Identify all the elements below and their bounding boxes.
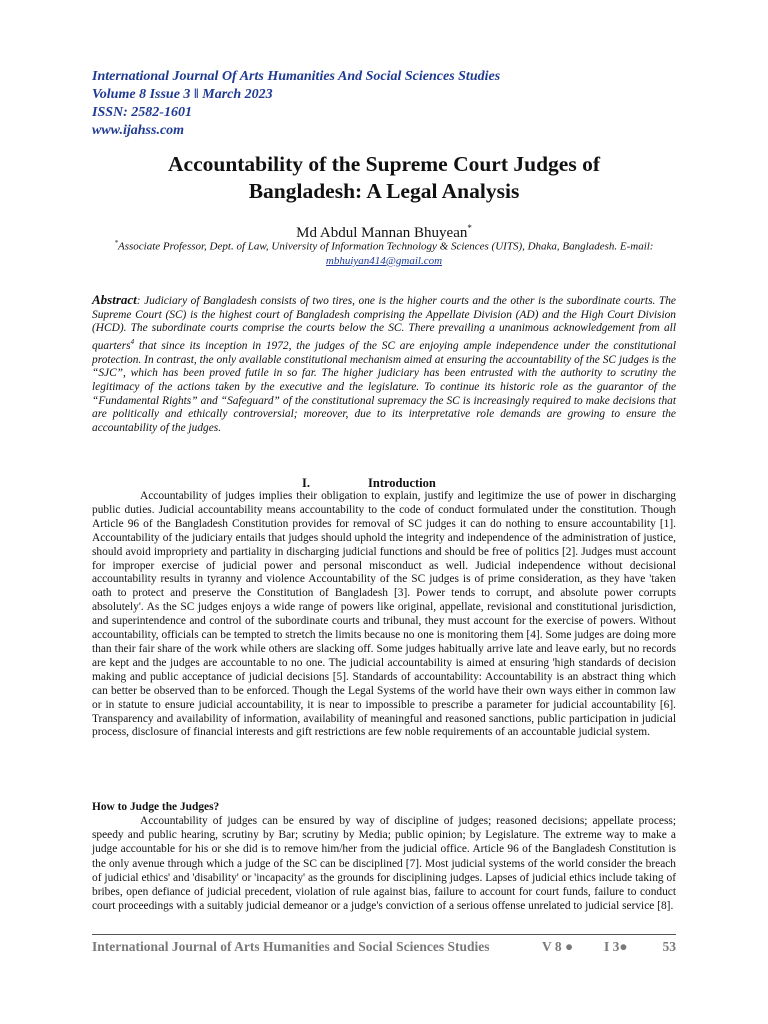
journal-name: International Journal Of Arts Humanities And Social Sciences Studies [92, 69, 501, 84]
abstract-text-part1: : Judiciary of Bangladesh consists of two tires, one is the higher courts and the other is the subordinate courts. The Supreme Court (SC) is the highest court of Bangladesh comprising the Appellate Division (AD) and the High Court Division (HCD). The subordinate courts comprise the courts below the SC. There prevailing a unanimous acknowledgement from all quarters [92, 295, 676, 352]
affiliation-text: Associate Professor, Dept. of Law, University of Information Technology & Sciences (UITS), Dhaka, Bangladesh. E-mail: [118, 240, 654, 253]
abstract-text-part2: that since its inception in 1972, the judges of the SC are enjoying ample independence under the constitutional protection. In contrast, the only available constitutional mechanism aimed at ensuring the accountability of the SC judges is the “SJC”, which has been proved futile in so far. The higher judiciary has been entrusted with the authority to scrutiny the legitimacy of the actions taken by the executive and the legislature. To continue its historic role as the guarantor of the “Fundamental Rights” and “Safeguard” of the constitutional supremacy the SC is increasingly required to make decisions that are politically and ethically controversial; moreover, due to its interpretative role demands are growing to ensure the accountability of the judges. [92, 339, 676, 435]
subheading-how-to-judge: How to Judge the Judges? [92, 801, 220, 813]
author-email-link[interactable]: mbhuiyan414@gmail.com [325, 254, 443, 267]
title-line-1: Accountability of the Supreme Court Judges of [168, 152, 600, 176]
section-title: Introduction [368, 476, 436, 490]
section-number: I. [302, 476, 310, 490]
abstract [92, 293, 676, 436]
journal-website[interactable]: www.ijahss.com [92, 123, 185, 138]
article-title [92, 151, 676, 205]
paper-page [92, 0, 676, 1024]
introduction-paragraph: Accountability of judges implies their obligation to explain, justify and legitimize the use of power in discharging public duties. Judicial accountability means accountability to the code of conduct formulated under the constitution. Though Article 96 of the Bangladesh Constitution provides for removal of SC judges it can do nothing to ensure accountability [1]. Accountability of the judiciary entails that judges should uphold the integrity and independence of the administration of justice, should avoid impropriety and partiality in discharging judicial functions and should be free of politics [2]. Judges must account for improper exercise of judicial power and personal misconduct as well. Judicial independence without decisional accountability results in tyranny and violence Accountability of the SC judges is of prime consideration, as they have 'taken oath to protect and preserve the Constitution of Bangladesh [3]. Power tends to corrupt, and absolute power corrupts absolutely'. As the SC judges enjoys a wide range of powers like original, appellate, revisional and constitutional jurisdiction, and superintendence and control of the subordinate courts and tribunal, they must account for the exercise of powers. Without accountability, officials can be tempted to stretch the limits because no one is monitoring them [4]. Some judges are doing more than their fair share of the work while others are slacking off. Some judges habitually arrive late and leave early, but no records are kept and the judges are accountable to no one. The judicial accountability is aimed at ensuring 'high standards of decision making and public acceptance of judicial decisions [5]. Standards of accountability: Accountability is an abstract thing which can better be observed than to be enforced. Though the Legal Systems of the world have their own ways either in common law or in statute to ensure judicial accountability, it is near to impossible to prescribe a parameter for judicial accountability [6]. Transparency and availability of information, availability of meaningful and reasoned sanctions, public participation in judicial process, disclosure of financial interests and gift restrictions are few noble requirements of an accountable judicial system. [92, 490, 676, 739]
author-affiliation [92, 236, 676, 268]
abstract-label: Abstract [92, 292, 137, 307]
footer-issue: I 3● [604, 939, 628, 954]
how-to-judge-paragraph: Accountability of judges can be ensured by way of discipline of judges; reasoned decisions; appellate process; speedy and public hearing, scrutiny by Bar; scrutiny by Media; public opinion; by Legislature. The extreme way to make a judge accountable for his or she did is to remove him/her from the judicial office. Article 96 of the Bangladesh Constitution is the only avenue through which a judge of the SC can be disciplined [7]. Most judicial systems of the world consider the breach of judicial ethics' and 'disability' or 'incapacity' as the grounds for disciplining judges. Lapses of judicial ethics include taking of bribes, open defiance of judicial precedent, violation of rule against bias, failure to account for court funds, failure to conduct court proceedings with a suitably judicial demeanor or a judge's conviction of a serious offense unrelated to judicial service [8]. [92, 815, 676, 913]
abstract-footnote-mark: 4 [130, 338, 135, 347]
affiliation-footnote-mark: * [114, 239, 118, 247]
author-footnote-mark: * [467, 223, 472, 233]
journal-header [92, 68, 676, 140]
author-name-text: Md Abdul Mannan Bhuyean [296, 225, 468, 241]
journal-issn: ISSN: 2582-1601 [92, 105, 192, 120]
journal-volume-issue: Volume 8 Issue 3 ǁ March 2023 [92, 87, 273, 102]
footer-journal-name: International Journal of Arts Humanities and Social Sciences Studies [92, 939, 490, 954]
footer-volume: V 8 ● [542, 939, 574, 954]
title-line-2: Bangladesh: A Legal Analysis [248, 179, 520, 203]
footer-divider [92, 934, 676, 935]
footer-page-number: 53 [662, 939, 676, 954]
